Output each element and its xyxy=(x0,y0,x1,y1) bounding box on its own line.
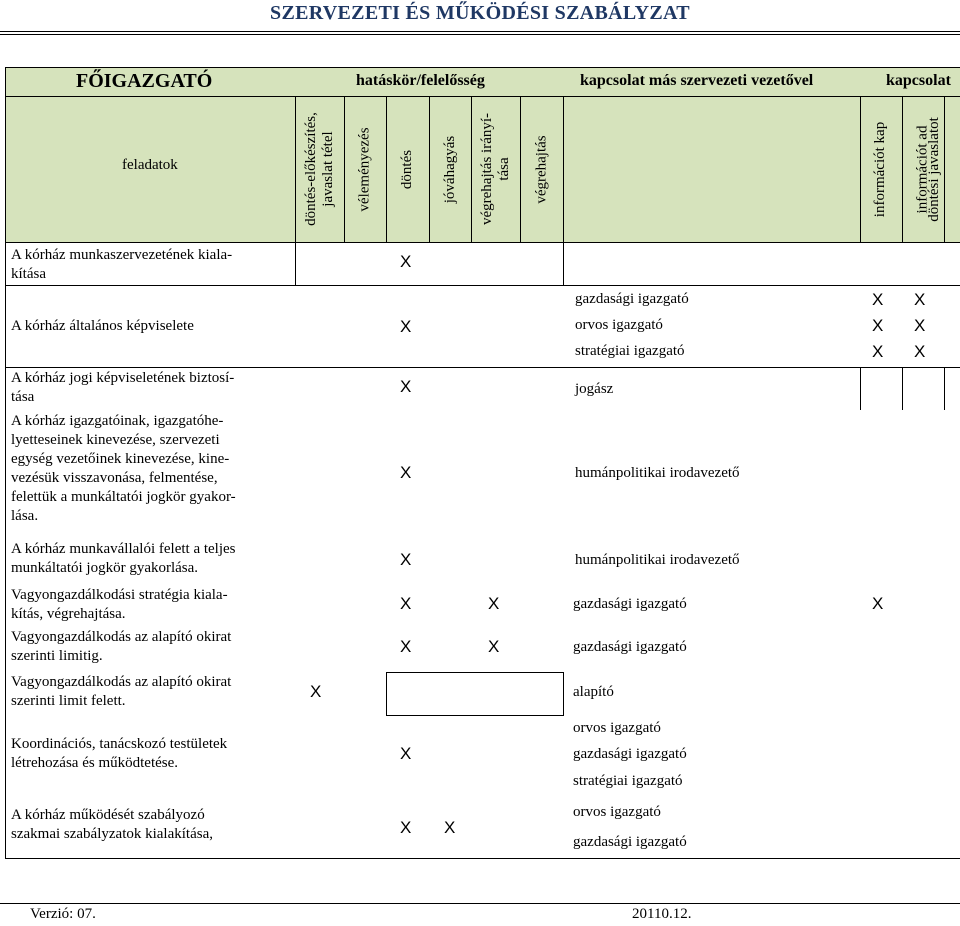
contact-name: gazdasági igazgató xyxy=(573,596,687,612)
contact-name: orvos igazgató xyxy=(573,720,661,736)
contact-name: humánpolitikai irodavezető xyxy=(575,552,740,568)
mark-informaciot-kap: X xyxy=(872,290,884,309)
task-label: A kórház működését szabályozó szakmai szabályzatok kialakítása, xyxy=(11,807,213,842)
mark-dontes: X xyxy=(400,252,412,271)
table-bottom-border xyxy=(5,858,960,859)
cell-divider xyxy=(386,672,387,716)
col-header-vegrehajtas-iranyitasa: végrehajtás irányí- tása xyxy=(479,112,512,226)
mark-dontes: X xyxy=(400,377,412,396)
contact-name: gazdasági igazgató xyxy=(573,746,687,762)
task-label: Vagyongazdálkodás az alapító okirat szerinti limit felett. xyxy=(11,674,232,709)
footer-divider xyxy=(0,903,960,904)
mark-dontes-elokeszites: X xyxy=(310,682,322,701)
footer-date: 20110.12. xyxy=(632,906,692,922)
cell-divider xyxy=(944,367,945,410)
cell-divider xyxy=(563,242,564,285)
mark-dontes: X xyxy=(400,594,412,613)
footer-version: Verzió: 07. xyxy=(30,906,96,922)
cell-divider xyxy=(295,242,296,285)
mark-jovahagyas: X xyxy=(444,818,456,837)
mark-dontes: X xyxy=(400,317,412,336)
mark-informaciot-ad: X xyxy=(914,316,926,335)
group-header-kapcsolat-vezeto: kapcsolat más szervezeti vezetővel xyxy=(580,72,814,89)
col-header-velemenyezes: véleményezés xyxy=(356,126,373,212)
header-divider xyxy=(0,31,960,32)
cell-divider xyxy=(902,367,903,410)
task-label: A kórház munkavállalói felett a teljes munkáltatói jogkör gyakorlása. xyxy=(11,541,236,576)
mark-dontes: X xyxy=(400,463,412,482)
row-divider xyxy=(5,285,960,286)
task-label: Vagyongazdálkodás az alapító okirat szerinti limitig. xyxy=(11,629,232,664)
contact-name: gazdasági igazgató xyxy=(573,639,687,655)
table-top-border xyxy=(5,67,960,68)
col-header-vegrehajtas: végrehajtás xyxy=(533,134,550,204)
cell-divider xyxy=(386,715,563,716)
contact-name: alapító xyxy=(573,684,614,700)
contact-name: stratégiai igazgató xyxy=(573,773,683,789)
contact-name: stratégiai igazgató xyxy=(575,343,685,359)
row-divider xyxy=(5,367,960,368)
col-header-dontesi-javaslatot: döntési javaslatot xyxy=(925,116,942,222)
mark-dontes: X xyxy=(400,550,412,569)
cell-divider xyxy=(386,672,563,673)
mark-informaciot-ad: X xyxy=(914,342,926,361)
task-label: Koordinációs, tanácskozó testületek létrehozása és működtetése. xyxy=(11,736,228,771)
mark-vegrehajtas-iranyitasa: X xyxy=(488,594,500,613)
col-header-dontes: döntés xyxy=(399,149,416,189)
task-label: Vagyongazdálkodási stratégia kiala- kítás, végrehajtása. xyxy=(11,587,228,622)
col-header-feladatok: feladatok xyxy=(122,157,178,173)
task-label: A kórház igazgatóinak, igazgatóhe- lyetteseinek kinevezése, szervezeti egység vezetőinek kinevezése, kine- vezésük visszavonása, felmentése, felettük a munkáltatói jogkör gyakor- lása. xyxy=(11,413,236,524)
mark-informaciot-kap: X xyxy=(872,316,884,335)
table-left-border xyxy=(5,67,6,859)
task-label: A kórház munkaszervezetének kiala- kítása xyxy=(11,247,233,282)
col-header-dontes-elokeszites: döntés-előkészítés, javaslat tétel xyxy=(303,112,336,226)
task-label: A kórház jogi képviseletének biztosí- tása xyxy=(11,370,235,405)
header-divider-2 xyxy=(0,34,960,35)
mark-dontes: X xyxy=(400,744,412,763)
contact-name: jogász xyxy=(575,381,614,397)
mark-dontes: X xyxy=(400,637,412,656)
contact-name: orvos igazgató xyxy=(575,317,663,333)
group-header-kapcsolat: kapcsolat xyxy=(886,72,951,89)
col-header-informaciot-ad: információt ad xyxy=(914,125,931,213)
col-header-jovahagyas: jóváhagyás xyxy=(442,135,459,203)
document-title: SZERVEZETI ÉS MŰKÖDÉSI SZABÁLYZAT xyxy=(270,2,690,24)
task-label: A kórház általános képviselete xyxy=(11,318,194,334)
group-header-hataskor: hatáskör/felelősség xyxy=(356,72,485,89)
role-title: FŐIGAZGATÓ xyxy=(76,70,213,92)
contact-name: gazdasági igazgató xyxy=(575,291,689,307)
mark-dontes: X xyxy=(400,818,412,837)
contact-name: gazdasági igazgató xyxy=(573,834,687,850)
cell-divider xyxy=(563,672,564,716)
contact-name: orvos igazgató xyxy=(573,804,661,820)
contact-name: humánpolitikai irodavezető xyxy=(575,465,740,481)
mark-vegrehajtas-iranyitasa: X xyxy=(488,637,500,656)
mark-informaciot-kap: X xyxy=(872,594,884,613)
cell-divider xyxy=(860,367,861,410)
mark-informaciot-ad: X xyxy=(914,290,926,309)
mark-informaciot-kap: X xyxy=(872,342,884,361)
col-header-informaciot-kap: információt kap xyxy=(872,121,889,217)
